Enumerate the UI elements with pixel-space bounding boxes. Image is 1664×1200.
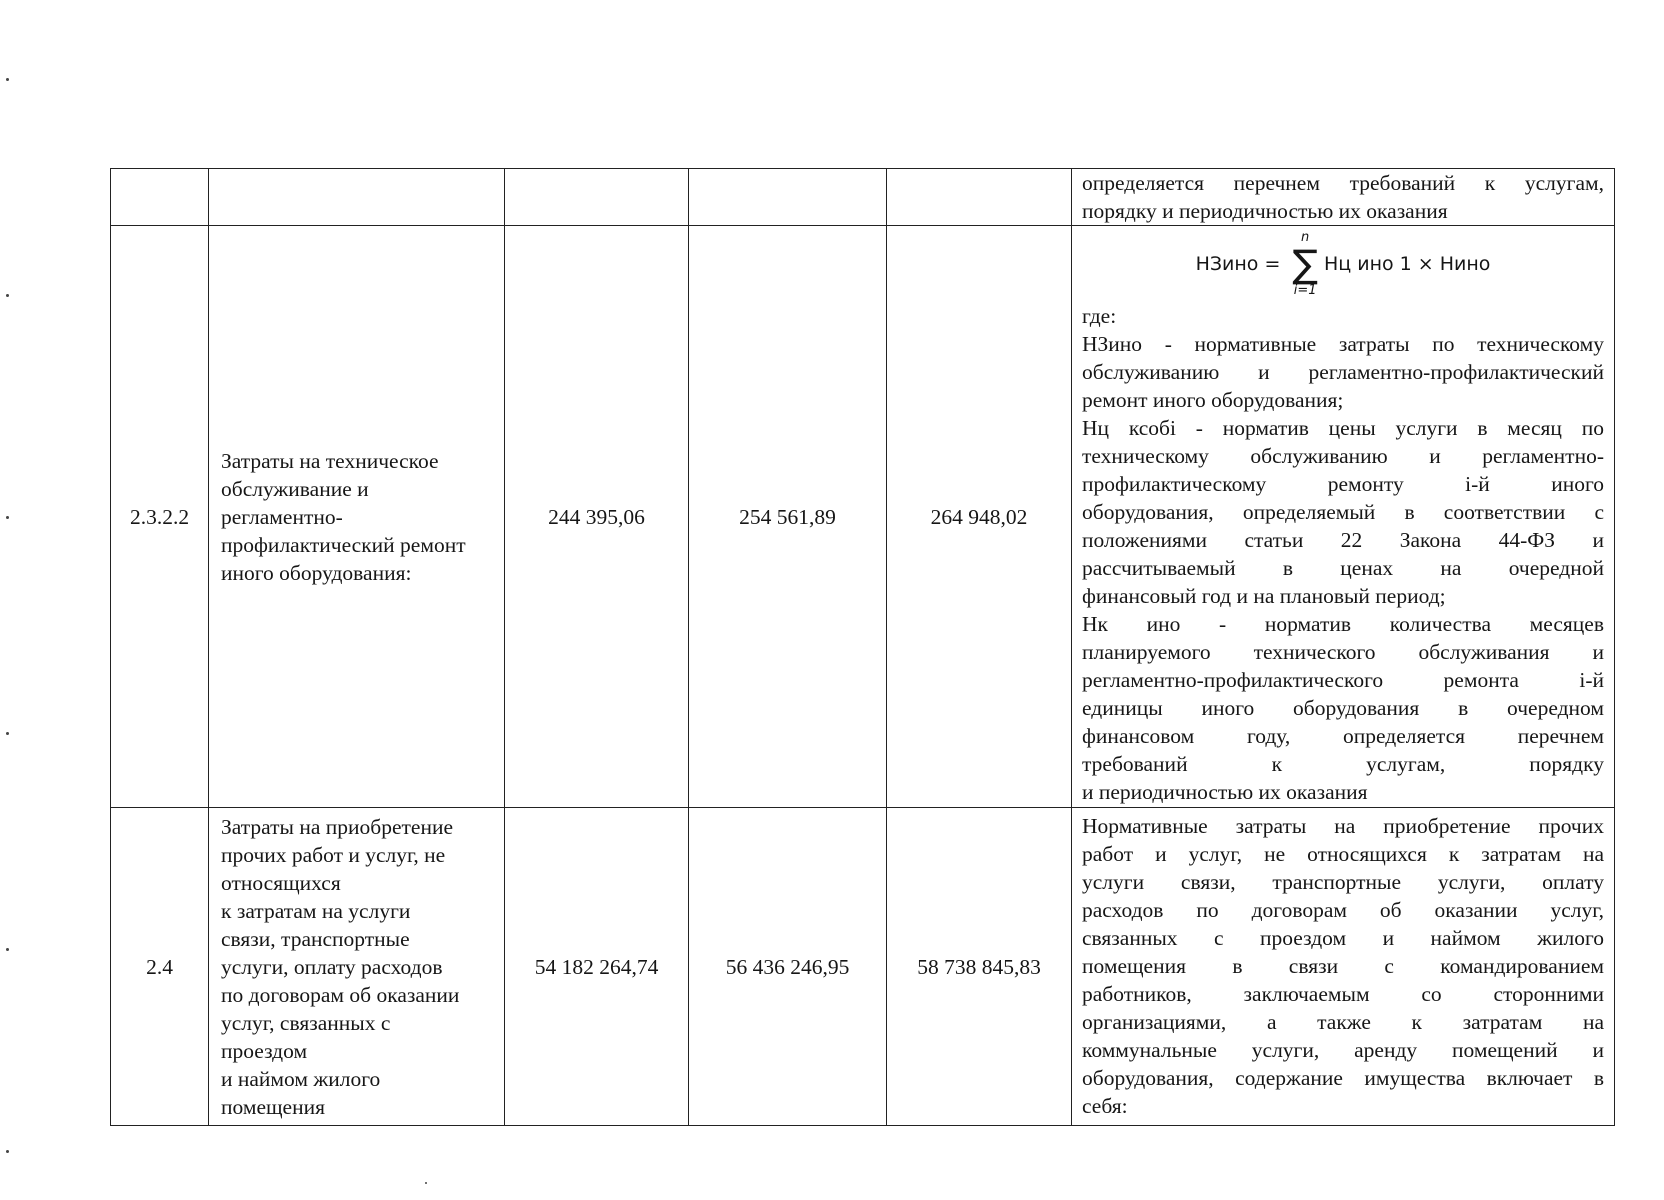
- sum-lower-limit: i=1: [1293, 283, 1317, 298]
- name-line: профилактический ремонт: [221, 532, 466, 557]
- description-cell: [1072, 169, 1615, 226]
- description-line: единицы иного оборудования в очередном: [1082, 696, 1604, 720]
- description-line: НЗино - нормативные затраты по техническому: [1082, 332, 1604, 356]
- name-line: к затратам на услуги: [221, 898, 411, 923]
- name-line: иного оборудования:: [221, 560, 412, 585]
- description-line: профилактическому ремонту i-й иного: [1082, 472, 1604, 496]
- name-line: Затраты на приобретение: [221, 814, 454, 839]
- description-line: порядку и периодичностью их оказания: [1082, 199, 1448, 223]
- description-line: регламентно-профилактического ремонта i-й: [1082, 668, 1604, 692]
- cost-table: [110, 168, 1615, 1126]
- scan-speck: [6, 516, 9, 519]
- name-line: помещения: [221, 1094, 325, 1119]
- description-line: услуги связи, транспортные услуги, оплату: [1082, 870, 1604, 894]
- name-line: по договорам об оказании: [221, 982, 460, 1007]
- description-line: ремонт иного оборудования;: [1082, 388, 1344, 412]
- description-line: себя:: [1082, 1094, 1128, 1118]
- sum-symbol: [1292, 231, 1318, 297]
- description-line: Нормативные затраты на приобретение прочих: [1082, 814, 1604, 838]
- value-cell-year-2: 254 561,89: [689, 226, 887, 808]
- description-line: и периодичностью их оказания: [1082, 780, 1368, 804]
- description-cell: [1072, 226, 1615, 808]
- scan-speck: [6, 1150, 9, 1153]
- row-name-cell: [209, 226, 505, 808]
- description-line: работников, заключаемым со сторонними: [1082, 982, 1604, 1006]
- value-cell-year-3: 58 738 845,83: [887, 808, 1072, 1126]
- sigma-icon: ∑: [1292, 242, 1318, 286]
- formula: [1082, 226, 1604, 302]
- description-line: планируемого технического обслуживания и: [1082, 640, 1604, 664]
- description-line: Нц ксобi - норматив цены услуги в месяц по: [1082, 416, 1604, 440]
- document-page: [110, 168, 1615, 1126]
- value-cell-year-3: 264 948,02: [887, 226, 1072, 808]
- row-number-cell: 2.3.2.2: [111, 226, 209, 808]
- value-cell-year-2: [689, 169, 887, 226]
- name-line: относящихся: [221, 870, 341, 895]
- formula-equals: =: [1264, 253, 1281, 275]
- name-line: регламентно-: [221, 504, 343, 529]
- name-line: прочих работ и услуг, не: [221, 842, 446, 867]
- table-row: [111, 226, 1615, 808]
- description-line: Нк ино - норматив количества месяцев: [1082, 612, 1604, 636]
- name-line: услуг, связанных с: [221, 1010, 391, 1035]
- description-cell: [1072, 808, 1615, 1126]
- description-line: финансовый год и на плановый период;: [1082, 584, 1446, 608]
- name-line: услуги, оплату расходов: [221, 954, 443, 979]
- sum-upper-limit: n: [1301, 230, 1310, 245]
- description-line: оборудования, определяемый в соответствии с: [1082, 500, 1604, 524]
- description-line: связанных с проездом и наймом жилого: [1082, 926, 1604, 950]
- row-number-cell: [111, 169, 209, 226]
- name-line: и наймом жилого: [221, 1066, 381, 1091]
- description-line: расходов по договорам об оказании услуг,: [1082, 898, 1604, 922]
- formula-lhs: НЗино: [1195, 253, 1259, 275]
- description-line: помещения в связи с командированием: [1082, 954, 1604, 978]
- scan-speck: [425, 1182, 427, 1184]
- row-number-cell: 2.4: [111, 808, 209, 1126]
- scan-speck: [6, 294, 9, 297]
- row-name-cell: [209, 169, 505, 226]
- value-cell-year-3: [887, 169, 1072, 226]
- scan-speck: [6, 948, 9, 951]
- description-line: требований к услугам, порядку: [1082, 752, 1604, 776]
- description-line: коммунальные услуги, аренду помещений и: [1082, 1038, 1604, 1062]
- description-line: организациями, а также к затратам на: [1082, 1010, 1604, 1034]
- description-line: техническому обслуживанию и регламентно-: [1082, 444, 1604, 468]
- name-line: связи, транспортные: [221, 926, 410, 951]
- name-line: обслуживание и: [221, 476, 369, 501]
- table-row: [111, 808, 1615, 1126]
- description-line: обслуживанию и регламентно-профилактический: [1082, 360, 1604, 384]
- scan-speck: [6, 78, 9, 81]
- table-row: [111, 169, 1615, 226]
- name-line: Затраты на техническое: [221, 448, 439, 473]
- row-name-cell: [209, 808, 505, 1126]
- value-cell-year-2: 56 436 246,95: [689, 808, 887, 1126]
- value-cell-year-1: [505, 169, 689, 226]
- value-cell-year-1: 244 395,06: [505, 226, 689, 808]
- description-line: работ и услуг, не относящихся к затратам на: [1082, 842, 1604, 866]
- description-line: рассчитываемый в ценах на очередной: [1082, 556, 1604, 580]
- scan-speck: [6, 732, 9, 735]
- description-line: оборудования, содержание имущества включает в: [1082, 1066, 1604, 1090]
- formula-rhs: Нц ино 1 × Нино: [1323, 253, 1491, 275]
- description-line: где:: [1082, 304, 1117, 328]
- description-line: финансовом году, определяется перечнем: [1082, 724, 1604, 748]
- description-line: определяется перечнем требований к услугам,: [1082, 171, 1604, 195]
- name-line: проездом: [221, 1038, 308, 1063]
- description-line: положениями статьи 22 Закона 44-ФЗ и: [1082, 528, 1604, 552]
- value-cell-year-1: 54 182 264,74: [505, 808, 689, 1126]
